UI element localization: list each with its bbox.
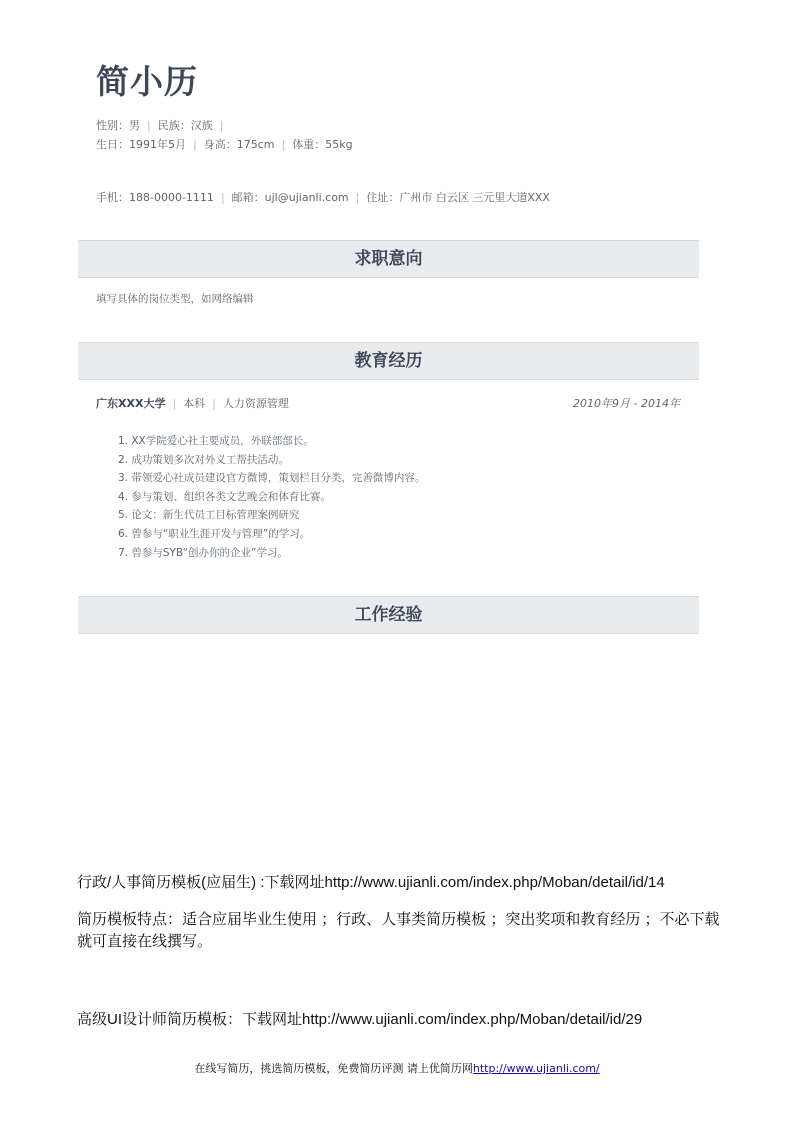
education-section-header: 教育经历	[78, 342, 699, 380]
degree: 本科	[183, 397, 206, 410]
education-dates: 2010年9月 - 2014年	[573, 397, 680, 410]
gender-field: 性别：男	[96, 119, 140, 132]
address-field: 住址：广州市 白云区 三元里大道XXX	[366, 191, 550, 204]
work-section-header: 工作经验	[78, 596, 699, 634]
list-item: 4. 参与策划、组织各类文艺晚会和体育比赛。	[118, 490, 331, 503]
list-item: 1. XX学院爱心社主要成员，外联部部长。	[118, 435, 314, 447]
education-detail-list	[118, 432, 425, 562]
contact-info-line: 手机：188-0000-1111 | 邮箱：ujl@ujianli.com | 住址：广州市 白云区 三元里大道XXX	[96, 191, 550, 204]
birthday-field: 生日：1991年5月	[96, 138, 186, 151]
footer-text: 在线写简历，挑选简历模板，免费简历评测 请上优简历网	[194, 1062, 473, 1075]
objective-text: 填写具体的岗位类型，如网络编辑	[96, 293, 254, 305]
email-field: 邮箱：ujl@ujianli.com	[231, 191, 349, 204]
list-item: 7. 曾参与SYB“创办你的企业”学习。	[118, 546, 288, 559]
school-name: 广东XXX大学	[96, 397, 166, 410]
footer-link[interactable]: http://www.ujianli.com/	[472, 1062, 600, 1075]
template-features-paragraph: 简历模板特点：适合应届毕业生使用 ；行政、人事类简历模板 ；突出奖项和教育经历 ；不必下载就可直接在线撰写。	[77, 911, 720, 950]
template-link-line-1[interactable]: 行政/人事简历模板(应届生) :下载网址http://www.ujianli.com/index.php/Moban/detail/id/14	[77, 874, 665, 891]
ethnicity-field: 民族：汉族	[157, 119, 213, 132]
education-summary-row: 广东XXX大学 | 本科 | 人力资源管理 2010年9月 - 2014年	[96, 397, 680, 410]
footer	[0, 1060, 794, 1076]
personal-info-line-1: 性别：男 | 民族：汉族 |	[96, 119, 224, 132]
personal-info-line-2: 生日：1991年5月 | 身高：175cm | 体重：55kg	[96, 138, 353, 151]
template-link-line-2[interactable]: 高级UI设计师简历模板：下载网址http://www.ujianli.com/index.php/Moban/detail/id/29	[77, 1011, 643, 1028]
weight-field: 体重：55kg	[292, 138, 353, 151]
list-item: 6. 曾参与“职业生涯开发与管理”的学习。	[118, 527, 311, 540]
height-field: 身高：175cm	[203, 138, 275, 151]
major: 人力资源管理	[222, 397, 289, 410]
objective-section-header: 求职意向	[78, 240, 699, 278]
list-item: 2. 成功策划多次对外义工帮扶活动。	[118, 453, 289, 466]
resume-name: 简小历	[96, 62, 198, 101]
list-item: 3. 带领爱心社成员建设官方微博，策划栏目分类，完善微博内容。	[118, 472, 426, 485]
phone-field: 手机：188-0000-1111	[96, 191, 214, 204]
list-item: 5. 论文：新生代员工目标管理案例研究	[118, 509, 300, 522]
